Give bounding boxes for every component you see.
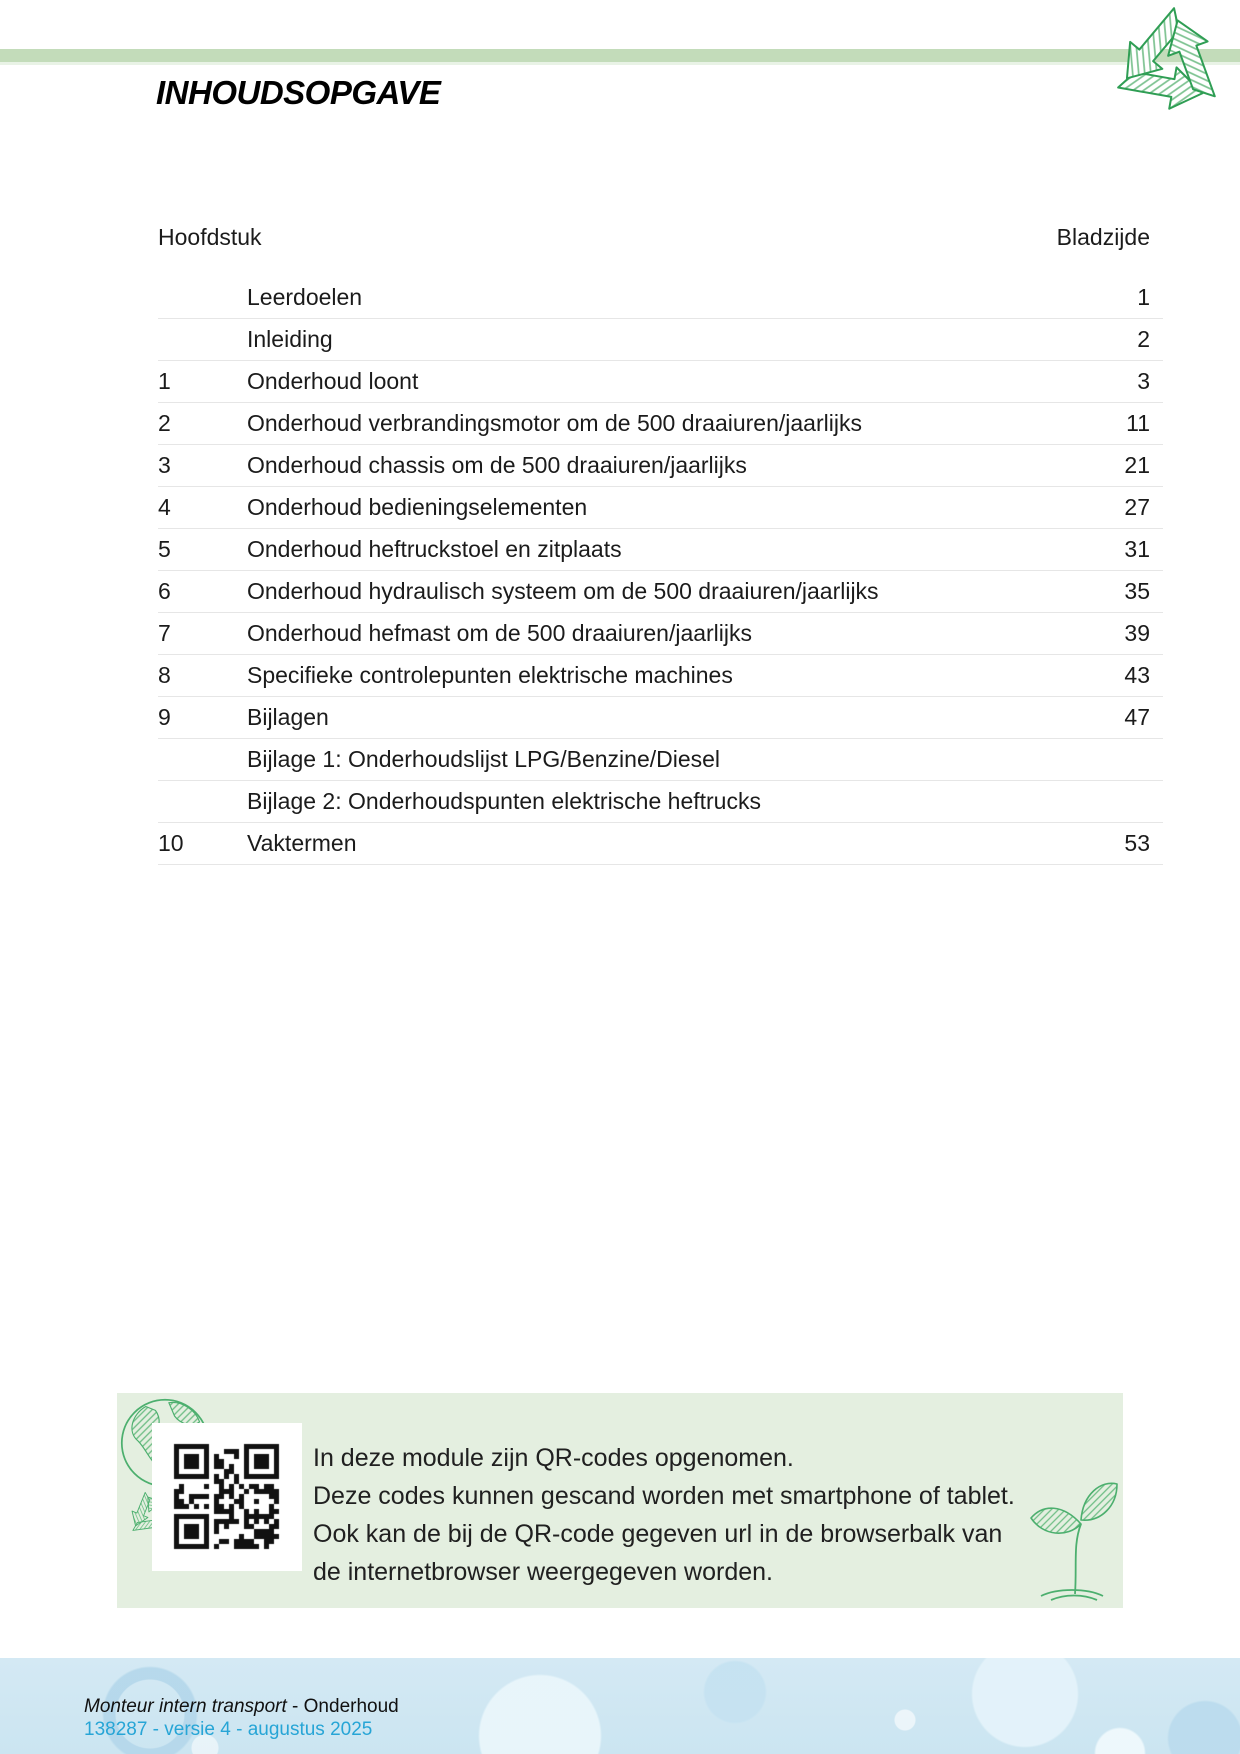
toc-row <box>158 445 1163 487</box>
toc-row-title: Onderhoud loont <box>247 368 419 394</box>
top-accent-bar <box>0 49 1240 65</box>
toc-row <box>158 529 1163 571</box>
toc-row-title: Onderhoud verbrandingsmotor om de 500 draaiuren/jaarlijks <box>247 410 862 436</box>
toc-row-page: 27 <box>1124 494 1150 520</box>
toc-row-title: Specifieke controlepunten elektrische machines <box>247 662 733 688</box>
toc-row <box>158 571 1163 613</box>
toc-row <box>158 655 1163 697</box>
toc-row-title: Onderhoud heftruckstoel en zitplaats <box>247 536 622 562</box>
footer-module-title-italic: Monteur intern transport <box>84 1696 287 1717</box>
toc-row <box>158 361 1163 403</box>
toc-row-title: Onderhoud chassis om de 500 draaiuren/jaarlijks <box>247 452 747 478</box>
toc-rows <box>158 277 1163 865</box>
toc-row <box>158 403 1163 445</box>
toc-row-page: 47 <box>1124 704 1150 730</box>
toc-row-page: 2 <box>1137 326 1150 352</box>
page-title: INHOUDSOPGAVE <box>156 74 441 111</box>
toc-row-title: Onderhoud bedieningselementen <box>247 494 588 520</box>
toc-row-number: 3 <box>158 452 171 478</box>
toc-chapter-header: Hoofdstuk <box>158 224 262 250</box>
toc-row-page: 31 <box>1124 536 1150 562</box>
toc-row-title: Bijlage 1: Onderhoudslijst LPG/Benzine/Diesel <box>247 746 721 772</box>
toc-row-title: Onderhoud hydraulisch systeem om de 500 draaiuren/jaarlijks <box>247 578 879 604</box>
footer-band <box>0 1658 1240 1754</box>
toc-row-number: 4 <box>158 494 171 520</box>
toc-row <box>158 487 1163 529</box>
toc-row-number: 6 <box>158 578 171 604</box>
toc-row-page: 35 <box>1124 578 1150 604</box>
toc-row <box>158 739 1163 781</box>
footer-module-title-rest: - Onderhoud <box>286 1696 399 1717</box>
qr-note-box <box>117 1393 1123 1608</box>
toc-page-header: Bladzijde <box>1056 224 1150 250</box>
footer-module-title <box>84 1695 399 1718</box>
toc-row-page: 11 <box>1126 410 1150 436</box>
toc-row-page: 53 <box>1124 830 1150 856</box>
qr-note-line: Ook kan de bij de QR-code gegeven url in de browserbalk van <box>313 1520 1003 1548</box>
toc-row-title: Bijlagen <box>247 704 329 730</box>
toc-row <box>158 613 1163 655</box>
toc-row-number: 5 <box>158 536 171 562</box>
toc-row-title: Leerdoelen <box>247 284 363 310</box>
toc-row-title: Bijlage 2: Onderhoudspunten elektrische heftrucks <box>247 788 761 814</box>
toc-row-number: 7 <box>158 620 171 646</box>
footer-text <box>84 1695 399 1741</box>
recycle-icon <box>1093 0 1240 136</box>
toc-row-number: 1 <box>158 368 171 394</box>
toc-row-page: 3 <box>1137 368 1150 394</box>
toc-row-number: 8 <box>158 662 171 688</box>
toc-row-title: Onderhoud hefmast om de 500 draaiuren/jaarlijks <box>247 620 753 646</box>
toc-row <box>158 277 1163 319</box>
qr-note-text <box>313 1439 1053 1591</box>
toc-row <box>158 319 1163 361</box>
toc-table <box>158 222 1163 865</box>
toc-row-page: 43 <box>1124 662 1150 688</box>
seedling-icon <box>1023 1474 1123 1604</box>
toc-row-page: 21 <box>1124 452 1150 478</box>
toc-header-row <box>158 222 1163 258</box>
toc-row-number: 10 <box>158 830 184 856</box>
toc-row-number: 9 <box>158 704 171 730</box>
qr-note-line: de internetbrowser weergegeven worden. <box>313 1558 773 1586</box>
qr-card <box>152 1423 302 1571</box>
qr-note-line: Deze codes kunnen gescand worden met smartphone of tablet. <box>313 1482 1015 1510</box>
toc-row <box>158 697 1163 739</box>
toc-row-page: 1 <box>1137 284 1150 310</box>
toc-row-number: 2 <box>158 410 171 436</box>
toc-row-title: Vaktermen <box>247 830 357 856</box>
footer-version: 138287 - versie 4 - augustus 2025 <box>84 1719 373 1740</box>
toc-row <box>158 823 1163 865</box>
qr-code-image <box>172 1441 282 1553</box>
qr-note-line: In deze module zijn QR-codes opgenomen. <box>313 1444 794 1472</box>
toc-row-page: 39 <box>1124 620 1150 646</box>
toc-row <box>158 781 1163 823</box>
toc-row-title: Inleiding <box>247 326 333 352</box>
